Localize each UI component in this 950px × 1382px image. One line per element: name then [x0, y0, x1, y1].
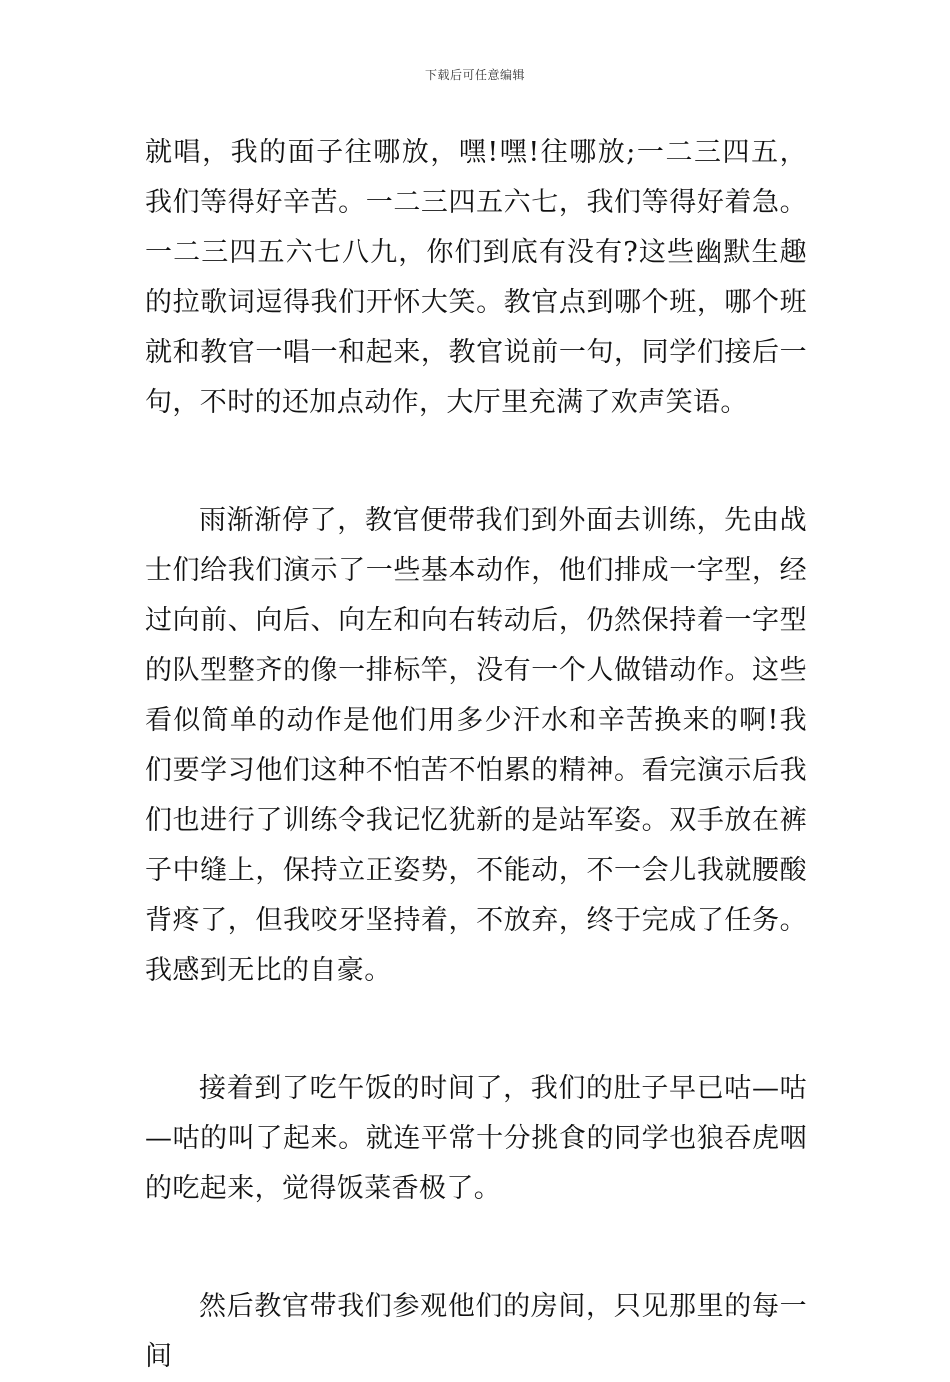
- paragraph-gap: [145, 996, 807, 1064]
- paragraph-gap: [145, 428, 807, 496]
- paragraph-gap: [145, 1214, 807, 1282]
- paragraph-3: 接着到了吃午饭的时间了，我们的肚子早已咕—咕—咕的叫了起来。就连平常十分挑食的同学也狼吞虎咽的吃起来，觉得饭菜香极了。: [145, 1073, 807, 1204]
- paragraph-4: 然后教官带我们参观他们的房间，只见那里的每一间: [145, 1291, 807, 1372]
- paragraph-1: 就唱，我的面子往哪放，嘿!嘿!往哪放;一二三四五，我们等得好辛苦。一二三四五六七，我们等得好着急。一二三四五六七八九，你们到底有没有?这些幽默生趣的拉歌词逗得我们开怀大笑。教官点到哪个班，哪个班就和教官一唱一和起来，教官说前一句，同学们接后一句，不时的还加点动作，大厅里充满了欢声笑语。: [145, 137, 807, 418]
- page-header: 下载后可任意编辑: [424, 68, 525, 82]
- paragraph-2: 雨渐渐停了，教官便带我们到外面去训练，先由战士们给我们演示了一些基本动作，他们排成一字型，经过向前、向后、向左和向右转动后，仍然保持着一字型的队型整齐的像一排标竿，没有一个人做错动作。这些看似简单的动作是他们用多少汗水和辛苦换来的啊!我们要学习他们这种不怕苦不怕累的精神。看完演示后我们也进行了训练令我记忆犹新的是站军姿。双手放在裤子中缝上，保持立正姿势，不能动，不一会儿我就腰酸背疼了，但我咬牙坚持着，不放弃，终于完成了任务。我感到无比的自豪。: [145, 505, 807, 986]
- document-body: [145, 128, 807, 1382]
